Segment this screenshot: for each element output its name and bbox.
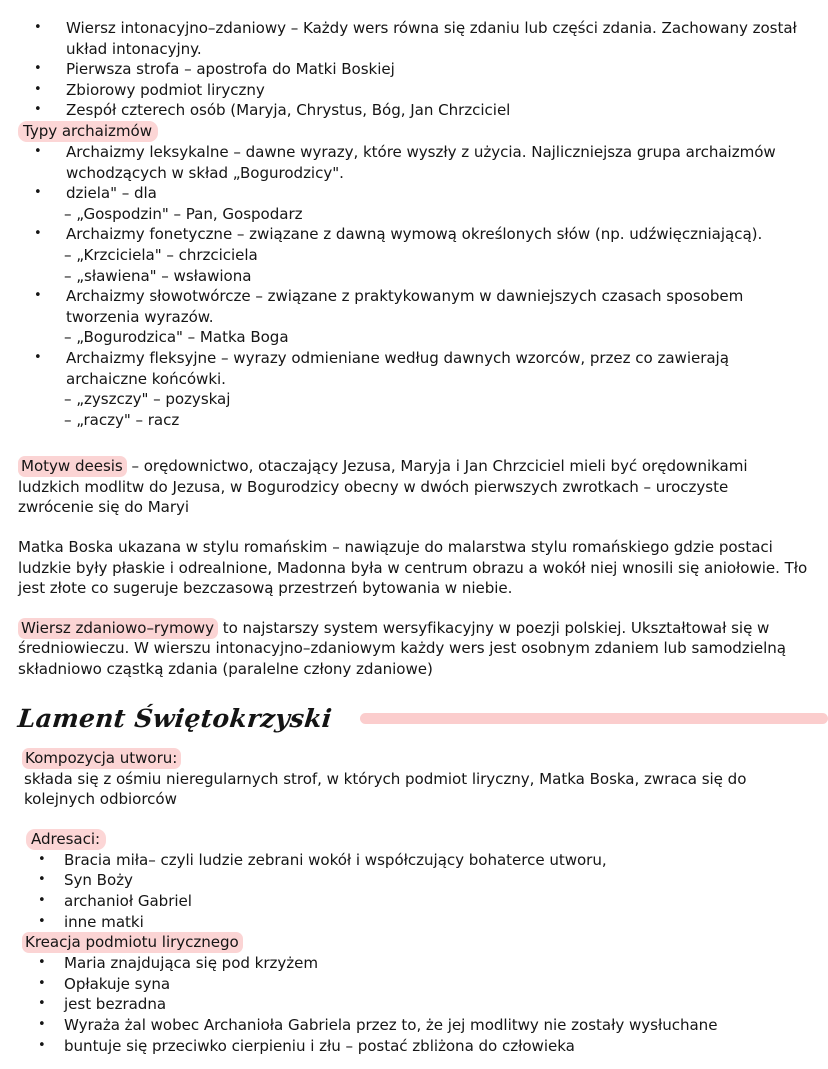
list-item-text: Maria znajdująca się pod krzyżem xyxy=(64,954,319,973)
bullet-icon: • xyxy=(34,20,42,35)
versification-paragraph xyxy=(18,618,808,680)
list-item xyxy=(18,912,808,933)
list-item-text: Pierwsza strofa – apostrofa do Matki Boskiej xyxy=(66,60,395,79)
spacer xyxy=(18,430,808,456)
sub-item-text: – „zyszczy" – pozyskaj xyxy=(64,390,231,409)
versification-highlight: Wiersz zdaniowo–rymowy xyxy=(18,618,218,639)
list-item xyxy=(18,18,808,59)
spacer xyxy=(18,810,808,829)
bullet-icon: • xyxy=(38,913,46,929)
bullet-icon: • xyxy=(38,1016,46,1032)
list-item xyxy=(18,994,808,1015)
sub-item-text: – „raczy" – racz xyxy=(64,410,180,429)
list-item-text: Zbiorowy podmiot liryczny xyxy=(66,80,265,99)
bullet-icon: • xyxy=(38,872,46,888)
list-item xyxy=(18,891,808,912)
bullet-icon: • xyxy=(34,185,42,201)
spacer xyxy=(18,680,808,699)
list-item xyxy=(18,348,808,389)
bullet-icon: • xyxy=(34,288,42,304)
list-item-text: Syn Boży xyxy=(64,871,133,890)
bullet-icon: • xyxy=(38,1037,46,1053)
list-item-text: Archaizmy fonetyczne – związane z dawną wymową określonych słów (np. udźwięczniającą). xyxy=(66,225,763,244)
addressees-heading xyxy=(18,829,808,850)
list-item xyxy=(18,1036,808,1057)
lament-title-row xyxy=(18,699,808,739)
sub-item-wrap xyxy=(18,245,808,286)
list-item-text: jest bezradna xyxy=(64,995,167,1014)
archaisms-heading xyxy=(18,121,808,142)
speaker-list xyxy=(18,953,808,1056)
bullet-icon: • xyxy=(34,81,42,97)
bullet-icon: • xyxy=(34,349,42,365)
sub-item-text: – „Krzciciela" – chrzciciela xyxy=(64,245,258,264)
bullet-icon: • xyxy=(38,893,46,908)
composition-body: składa się z ośmiu nieregularnych strof, w których podmiot liryczny, Matka Boska, zwraca się do kolejnych odbiorców xyxy=(24,769,747,809)
bullet-icon: • xyxy=(38,851,46,867)
bullet-icon: • xyxy=(34,143,42,159)
archaisms-list xyxy=(18,142,808,430)
list-item xyxy=(18,850,808,871)
list-item xyxy=(18,142,808,183)
bullet-icon: • xyxy=(34,226,42,242)
list-item-text: Wyraża żal wobec Archanioła Gabriela przez to, że jej modlitwy nie zostały wysłuchane xyxy=(64,1015,718,1034)
spacer xyxy=(18,518,808,537)
bullet-icon: • xyxy=(34,102,42,118)
list-item xyxy=(18,224,808,245)
spacer xyxy=(18,739,808,748)
list-item xyxy=(18,100,808,121)
list-item-text: Wiersz intonacyjno–zdaniowy – Każdy wers równa się zdaniu lub części zdania. Zachowany został układ intonacyjny. xyxy=(66,19,797,58)
spacer xyxy=(18,599,808,618)
deesis-highlight: Motyw deesis xyxy=(18,456,127,477)
deesis-rest: – orędownictwo, otaczający Jezusa, Maryja i Jan Chrzciciel mieli być orędownikami ludzkich modlitw do Jezusa, w Bogurodzicy obecny w dwóch pierwszych zwrotkach – uroczyste zwrócenie się do Maryi xyxy=(18,457,748,517)
bullet-icon: • xyxy=(38,975,46,991)
archaisms-heading-text: Typy archaizmów xyxy=(18,121,158,142)
list-item xyxy=(18,59,808,80)
speaker-heading-text: Kreacja podmiotu lirycznego xyxy=(22,932,243,953)
addressees-heading-text: Adresaci: xyxy=(26,829,106,850)
list-item xyxy=(18,870,808,891)
sub-item-text: – „Bogurodzica" – Matka Boga xyxy=(64,328,289,347)
list-item-text: inne matki xyxy=(64,912,144,931)
sub-item-text: – „sławiena" – wsławiona xyxy=(64,266,252,285)
romanesque-paragraph: Matka Boska ukazana w stylu romańskim – nawiązuje do malarstwa stylu romańskiego gdzie postaci ludzkie były płaskie i odrealnione, Madonna była w centrum obrazu a wokół niej wnosili się aniołowie. Tło jest złote co sugeruje bezczasową przestrzeń bytowania w niebie. xyxy=(18,538,808,598)
list-item-text: Archaizmy leksykalne – dawne wyrazy, które wyszły z użycia. Najliczniejsza grupa archaizmów wchodzących w skład „Bogurodzicy". xyxy=(66,142,776,182)
list-item-text: dziela" – dla xyxy=(66,184,157,203)
list-item-text: buntuje się przeciwko cierpieniu i złu – postać zbliżona do człowieka xyxy=(64,1036,575,1055)
sub-item-wrap xyxy=(18,327,808,348)
list-item xyxy=(18,286,808,327)
list-item xyxy=(18,80,808,101)
page-title: Lament Świętokrzyski xyxy=(16,704,334,734)
deesis-paragraph xyxy=(18,456,808,518)
list-item-text: Bracia miła– czyli ludzie zebrani wokół i współczujący bohaterce utworu, xyxy=(64,850,607,869)
list-item xyxy=(18,1015,808,1036)
sub-item-wrap xyxy=(18,389,808,430)
top-bullet-list xyxy=(18,18,808,121)
list-item xyxy=(18,974,808,995)
list-item-text: Zespół czterech osób (Maryja, Chrystus, Bóg, Jan Chrzciciel xyxy=(66,101,511,120)
bullet-icon: • xyxy=(38,955,46,971)
speaker-heading xyxy=(18,932,808,953)
addressees-list xyxy=(18,850,808,932)
sub-item-wrap xyxy=(18,204,808,225)
bullet-icon: • xyxy=(34,61,42,77)
sub-item-text: – „Gospodzin" – Pan, Gospodarz xyxy=(64,204,303,223)
composition-heading-text: Kompozycja utworu: xyxy=(22,748,181,769)
bullet-icon: • xyxy=(38,996,46,1012)
composition-heading xyxy=(18,748,808,769)
list-item-text: Archaizmy fleksyjne – wyrazy odmieniane według dawnych wzorców, przez co zawierają archaiczne końcówki. xyxy=(66,348,729,388)
list-item-text: archanioł Gabriel xyxy=(64,892,192,910)
list-item xyxy=(18,953,808,974)
title-accent-bar xyxy=(360,713,828,724)
versification-rest: to najstarszy system wersyfikacyjny w poezji polskiej. Ukształtował się w średniowieczu. W wierszu intonacyjno–zdaniowym każdy wers jest osobnym zdaniem lub samodzielną składniowo cząstką zdania (paralelne człony zdaniowe) xyxy=(18,618,786,679)
list-item-text: Archaizmy słowotwórcze – związane z praktykowanym w dawniejszych czasach sposobem tworzenia wyrazów. xyxy=(66,287,744,326)
list-item xyxy=(18,183,808,204)
list-item-text: Opłakuje syna xyxy=(64,974,171,993)
